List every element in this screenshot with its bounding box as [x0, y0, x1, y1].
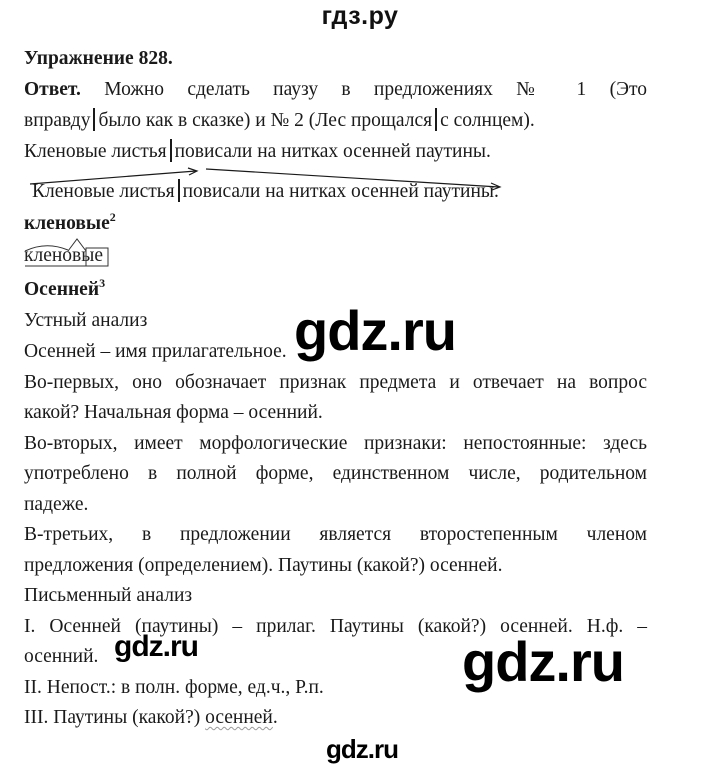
word-heading: кленовые [24, 213, 110, 234]
exercise-title: Упражнение 828. [24, 48, 173, 69]
answer-text-1: Можно сделать паузу в предложениях № 1 (Это [104, 79, 648, 100]
pause-marker [93, 108, 95, 131]
oral-analysis-line: Во-вторых, имеет морфологические признаки: непостоянные: здесь [24, 433, 647, 454]
written-analysis-line: II. Непост.: в полн. форме, ед.ч., Р.п. [24, 677, 324, 698]
oral-analysis-line: употреблено в полной форме, единственном числе, родительном [24, 463, 647, 484]
morpheme-marks-icon [24, 238, 144, 270]
answer-label: Ответ. [24, 79, 81, 100]
answer-text-2c: с солнцем). [440, 110, 535, 131]
diagram-sentence [32, 179, 499, 204]
word-osenney-heading [24, 278, 105, 302]
diagram-part-2: повисали на нитках осенней паутины. [182, 181, 499, 202]
analysis-type-number: 3 [99, 276, 106, 290]
intonation-diagram [24, 162, 544, 206]
watermark-small-left: gdz.ru [114, 630, 198, 663]
pause-marker [435, 108, 437, 131]
analysis-type-number: 2 [109, 210, 116, 224]
written-analysis-heading: Письменный анализ [24, 585, 193, 606]
written-analysis-line: осенний. [24, 646, 99, 667]
word-heading: Осенней [24, 279, 100, 300]
oral-analysis-line: Осенней – имя прилагательное. [24, 341, 287, 362]
answer-text-2b: было как в сказке) и № 2 (Лес прощался [98, 110, 433, 131]
written-analysis-line: I. Осенней (паутины) – прилаг. Паутины (какой?) осенней. Н.ф. – [24, 616, 647, 637]
sentence-line [24, 139, 491, 164]
written-item-3-prefix: III. Паутины (какой?) [24, 707, 201, 728]
oral-analysis-line: падеже. [24, 494, 89, 515]
morpheme-suffix: ов [62, 245, 82, 266]
morpheme-ending: ые [81, 245, 104, 266]
morpheme-root: клен [24, 245, 63, 266]
pause-marker [170, 139, 172, 162]
sentence-part-1: Кленовые листья [24, 141, 167, 162]
oral-analysis-line: предложения (определением). Паутины (какой?) осенней. [24, 555, 503, 576]
answer-text-2a: вправду [24, 110, 91, 131]
oral-analysis-line: какой? Начальная форма – осенний. [24, 402, 323, 423]
oral-analysis-line: Во-первых, оно обозначает признак предмета и отвечает на вопрос [24, 372, 647, 393]
pause-marker [178, 179, 180, 202]
diagram-part-1: Кленовые листья [32, 181, 175, 202]
watermark-footer[interactable]: gdz.ru [326, 734, 398, 764]
definition-word: осенней [205, 707, 273, 728]
sentence-part-2: повисали на нитках осенней паутины. [174, 141, 491, 162]
answer-line-1 [24, 78, 647, 102]
written-analysis-line [24, 706, 278, 730]
watermark-middle: gdz.ru [294, 299, 456, 362]
morpheme-analysis [24, 238, 144, 268]
oral-analysis-line: В-третьих, в предложении является второстепенным членом [24, 524, 647, 545]
watermark-large-right: gdz.ru [462, 630, 624, 693]
answer-line-2 [24, 108, 535, 133]
word-kleonovye-heading [24, 212, 116, 236]
site-title[interactable]: гдз.ру [321, 2, 399, 30]
oral-analysis-heading: Устный анализ [24, 310, 148, 331]
written-item-3-suffix: . [272, 707, 278, 728]
